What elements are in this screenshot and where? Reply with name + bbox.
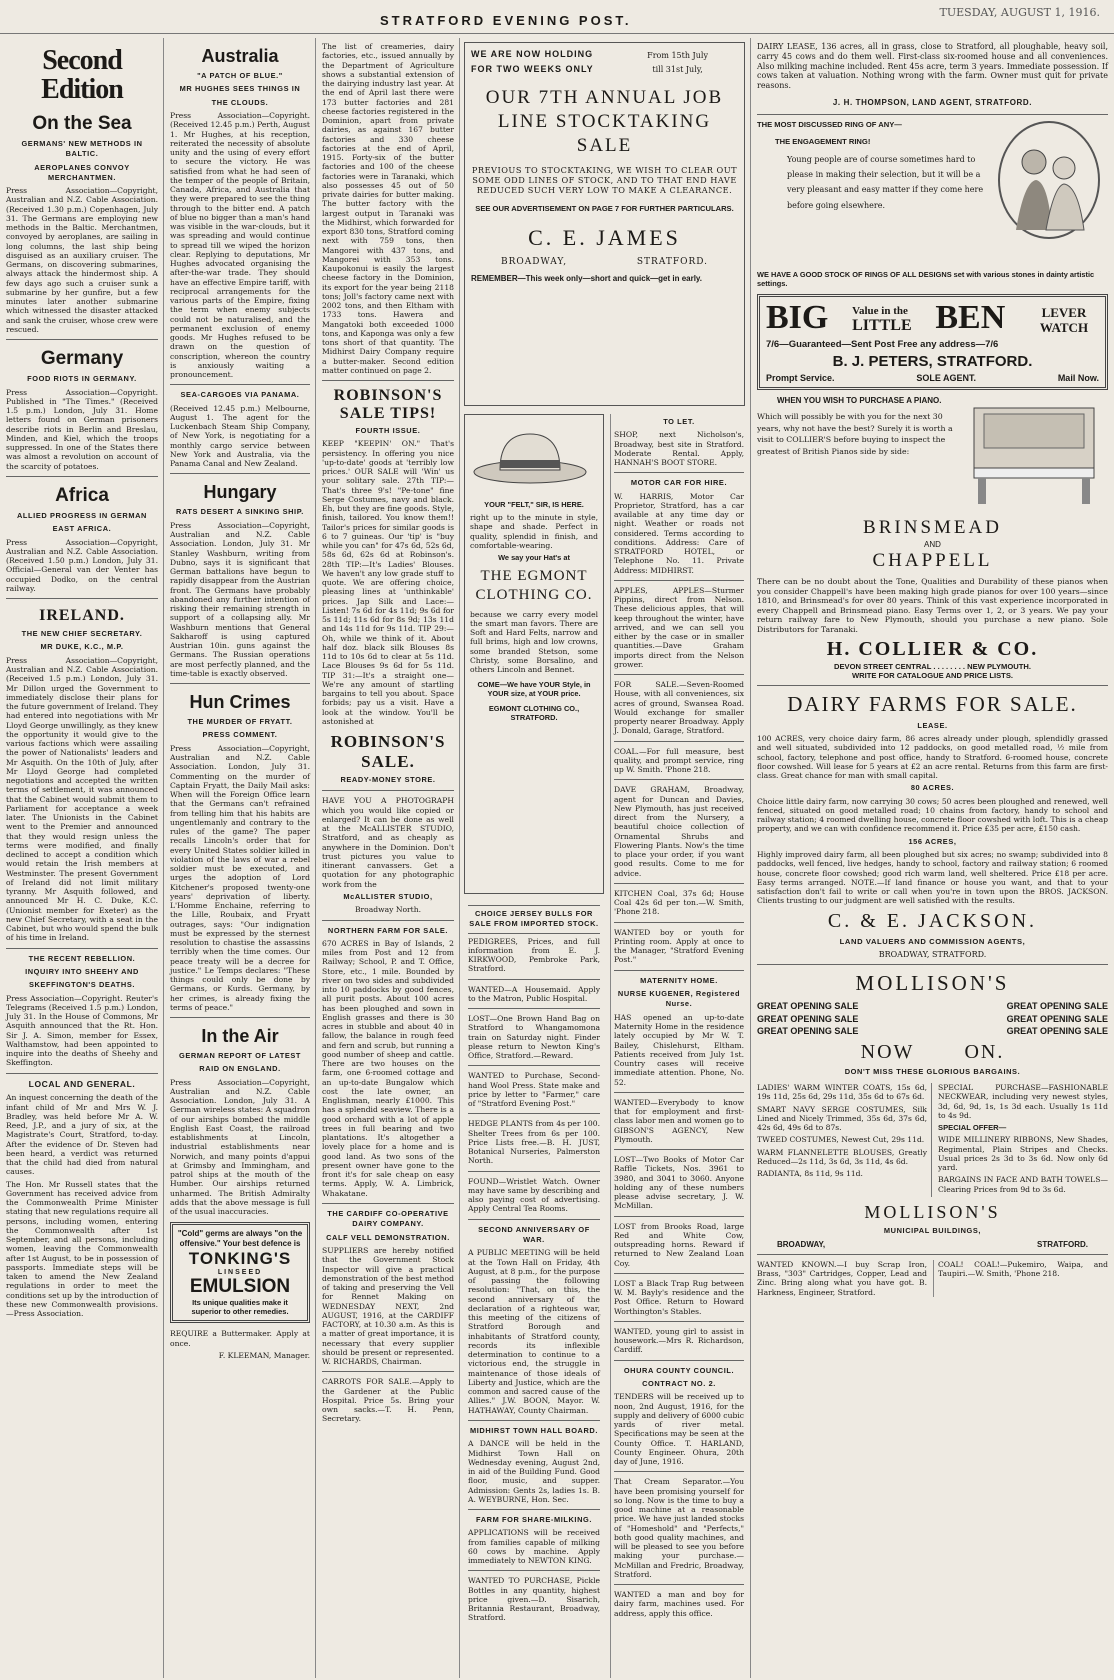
ad-signature: J. H. THOMPSON, LAND AGENT, STRATFORD. xyxy=(832,97,1033,107)
robinsons-heading: ROBINSON'S SALE TIPS! xyxy=(333,387,443,422)
ad-address: BROADWAY, xyxy=(777,1239,826,1249)
ad-text: LINSEED xyxy=(217,1269,263,1277)
classified-text: W. HARRIS, Motor Car Proprietor, Stratford, has a car available at any time day or night. Weather or roads not considered. Terms according to conditions. Address: Care of STRATFORD HOTEL, or Telephone No. 11. Private Address: MIDHIRST. xyxy=(614,491,744,575)
classified-text: A PUBLIC MEETING will be held at the Town Hall on Friday, 4th August, at 8 p.m., for the purpose of passing the following resolution: "That, on this, the second anniversary of the declaration of a righteous war, this meeting of the citizens of Stratford Borough and inhabitants of Stratford county, records its inflexible determination to continue to a victorious end, the struggle in maintenance of those ideals of Liberty and Justice, which are the common and sacred cause of the Allies." J.W. BOON, Mayor. W. HATHAWAY, County Chairman. xyxy=(468,1248,600,1415)
robinsons-sale-heading: ROBINSON'S SALE. xyxy=(330,732,446,772)
classified-text: PEDIGREES, Prices, and full information from E. J. KIRKWOOD, Pembroke Park, Stratford. xyxy=(468,936,600,974)
ad-item: BARGAINS IN FACE AND BATH TOWELS—Clearing Prices from 9d to 3s 6d. xyxy=(938,1175,1108,1194)
subheading: MIDHIRST TOWN HALL BOARD. xyxy=(469,1425,599,1435)
classified-text: WANTED to Purchase, Second-hand Wool Press. State make and price by letter to "Farmer," care of "Stratford Evening Post." xyxy=(468,1071,600,1109)
ad-brand: B. J. PETERS, STRATFORD. xyxy=(832,352,1033,370)
ad-text: PREVIOUS TO STOCKTAKING, WE WISH TO CLEAR OUT SOME ODD LINES OF STOCK, AND TO THAT END HAVE REDUCED SUCH VERY LOW TO MAKE A CLEARANCE. xyxy=(471,165,738,196)
divider xyxy=(468,1065,600,1066)
subheading: INQUIRY INTO SHEEHY AND xyxy=(25,966,139,976)
subheading: RAID ON ENGLAND. xyxy=(199,1064,281,1074)
divider xyxy=(468,979,600,980)
classified-text: That Cream Separator.—You have been promising yourself for so long. Now is the time to buy a good machine at a reasonable price. We have just landed stocks of "Homeshold" and "Perfects," both good quality machines, and will be pleased to see you before making your purchase.—McMillan and Fredric, Broadway, Stratford. xyxy=(614,1477,744,1579)
divider xyxy=(757,114,1108,115)
classified-text: REQUIRE a Buttermaker. Apply at once. xyxy=(170,1329,310,1348)
ad-brand: MOLLISON'S xyxy=(855,971,1010,996)
subheading: TO LET. xyxy=(663,417,695,426)
ad-brand: C. E. JAMES xyxy=(528,224,681,250)
divider xyxy=(757,1254,1108,1255)
divider xyxy=(614,580,744,581)
mollisons-ad xyxy=(757,970,1108,1249)
ad-text: Its unique qualities make it superior to other remedies. xyxy=(191,1298,289,1317)
ad-text: WE HAVE A GOOD STOCK OF RINGS OF ALL DESIGNS set with various stones in dainty artistic settings. xyxy=(757,269,1095,288)
article-text: Press Association—Copyright, Australian and N.Z. Cable Association. (Received 1.30 p.m.) Copenhagen, July 31. The Germans are employing new methods in the Baltic. Merchantmen, convoyed by aeroplanes, are sailing in long columns, the last ship being disguised as an auxiliary cruiser. The Germans, on discovering submarines, always attack the hindermost ship. A few days ago such a cruiser sunk a submarine by her gunfire, but a few minutes later another submarine which witnessed the disaster attacked and sank the cruiser, whose crew were rescued. xyxy=(6,186,158,334)
ad-text: COME—We have YOUR Style, in YOUR size, at YOUR price. xyxy=(477,680,591,699)
divider xyxy=(614,472,744,473)
ad-text: ON. xyxy=(964,1040,1005,1063)
ad-text: 100 ACRES, very choice dairy farm, 86 acres already under plough, splendidly grassed and well situated, subdivided into 12 paddocks, on good metalled road, ½ mile from school, factory, telephone and post office, handy to Stratford. 6-roomed house, concrete floor cowshed. Will lease for 5 years at £2 an acre rental. Returns from this farm are first-class. Great chance for man with small capital. xyxy=(757,734,1108,781)
ad-text: Highly improved dairy farm, all been ploughed but six acres; no swamp; subdivided into 8 paddocks, well fenced, live hedges, handy to school, factory and railway station; 6 roomed house, concrete floor cowshed; good rich warm land, well sheltered. Price £18 per acre. Easy terms arranged. NOTE.—If land finance or house you want, and that to your satisfaction don't fail to write or call when you're in town upon the BROS. JACKSON. Clients trusting to our judgment are well satisfied with the results. xyxy=(757,850,1108,906)
subheading: THE CLOUDS. xyxy=(211,97,269,107)
classified-text: APPLES, APPLES—Sturmer Pippins, direct from Nelson. These delicious apples, that will keep throughout the winter, have arrived, and we can sell you either by the case or in smaller quantities.—Dave Graham imports direct from the Nelson grower. xyxy=(614,585,744,669)
divider xyxy=(614,1584,744,1585)
ad-text: WE ARE NOW HOLDING xyxy=(471,49,594,59)
newspaper-title: STRATFORD EVENING POST. xyxy=(380,13,632,28)
ireland-heading: IRELAND. xyxy=(39,607,125,625)
ad-address: DEVON STREET CENTRAL . . . . . . . . NEW PLYMOUTH. xyxy=(833,662,1032,672)
germany-heading: Germany xyxy=(40,348,124,370)
divider xyxy=(322,1203,454,1204)
ad-headline: THE MOST DISCUSSED RING OF ANY— xyxy=(757,119,902,129)
ad-text: 7/6—Guaranteed—Sent Post Free any address—7/6 xyxy=(766,338,999,350)
divider xyxy=(6,948,158,949)
ad-brand: BRINSMEAD xyxy=(863,516,1002,538)
ad-text: FOR TWO WEEKS ONLY xyxy=(471,64,594,74)
subheading: CHOICE JERSEY BULLS FOR SALE FROM IMPORTED STOCK. xyxy=(468,905,600,934)
subheading: 156 ACRES, xyxy=(908,836,957,846)
ad-text: GREAT OPENING SALE xyxy=(757,1013,859,1024)
ad-brand: BEN xyxy=(935,298,1006,336)
ad-item: LADIES' WARM WINTER COATS, 15s 6d, 19s 11d, 25s 6d, 29s 11d, 35s 6d to 67s 6d. xyxy=(757,1083,927,1102)
column-rule xyxy=(163,38,164,1678)
classified-text: DAIRY LEASE, 136 acres, all in grass, close to Stratford, all ploughable, heavy soil, carry 45 cows and do them well. First-class six-roomed house and all conveniences. Also milking machine included. Rent 45s acre, term 3 years. Immediate possession. If cows taken at valuation. Nothing wrong with the farm. Owner must quit for private reasons. xyxy=(757,42,1108,90)
africa-heading: Africa xyxy=(55,484,109,506)
divider xyxy=(170,384,310,385)
ad-address: STRATFORD. xyxy=(1037,1239,1088,1249)
ad-brand: THE EGMONT CLOTHING CO. xyxy=(475,568,593,603)
ad-item: WARM FLANNELETTE BLOUSES, Greatly Reduced—2s 11d, 3s 6d, 3s 11d, 4s 6d. xyxy=(757,1147,927,1166)
divider xyxy=(170,1017,310,1018)
ad-text: till 31st July, xyxy=(652,64,703,74)
divider xyxy=(6,598,158,599)
ad-text: GREAT OPENING SALE xyxy=(1006,1025,1108,1036)
in-the-air-heading: In the Air xyxy=(201,1026,279,1047)
divider xyxy=(757,685,1108,686)
ad-text: From 15th July xyxy=(647,51,708,60)
ad-text: Which will possibly be with you for the next 30 years, why not have the best? Surely it is worth a visit to COLLIER'S before buying to inspect the greatest of British Pianos side by side: xyxy=(757,411,953,456)
ad-text: There can be no doubt about the Tone, Qualities and Durability of these pianos when you consider Chappell's have been making high grade pianos for over 100 years—since 1810, and Brinsmead's for over 80 years. Think of this vast experience incorporated in every Chappell and Brinsmead piano. Easy Terms over 1, 2, or 3 years. We pay your return railway fare to New Plymouth, should you purchase a new piano. Sole Distributors for Taranaki. xyxy=(757,577,1108,634)
ad-text: LEVER WATCH xyxy=(1039,305,1089,335)
second-edition-heading: Second Edition xyxy=(41,45,123,106)
subheading: FARM FOR SHARE-MILKING. xyxy=(475,1515,593,1525)
ad-brand: H. COLLIER & CO. xyxy=(826,638,1039,661)
tonkings-emulsion-ad xyxy=(170,1222,310,1323)
subheading: THE RECENT REBELLION. xyxy=(28,953,136,963)
subheading: CALF VELL DEMONSTRATION. xyxy=(326,1232,450,1242)
ad-headline: THE ENGAGEMENT RING! xyxy=(775,136,871,146)
sale-headline: OUR 7TH ANNUAL JOB LINE STOCKTAKING SALE xyxy=(485,87,724,156)
ad-text: 670 ACRES in Bay of Islands, 2 miles from Post and 12 from Railway; School, P. and T. Office, Store, etc., 1 mile. Bounded by river on two sides and subdivided into 10 paddocks by good fences, all purit posts. About 100 acres has been ploughed and sown in English grasses and there is 30 acres in stubble and about 40 in fallow, the balance in rough feed and fern and scrub, but running a good number of sheep and cattle. There are two houses on the farm, one 6-roomed cottage and an up-to-date Bungalow which cost the late owner, an Englishman, nearly £1000. This has a splendid seaview. There is a good orchard with a lot of apple trees in full bearing and two plantations. It's altogether a lovely place for a home and is good land. As two sons of the present owner have gone to the front it's for sale cheap on easy terms. Apply, W. A. Limbrick, Whakatane. xyxy=(322,938,454,1198)
column-5 xyxy=(753,42,1112,1678)
divider xyxy=(322,920,454,921)
divider xyxy=(614,1149,744,1150)
subheading: AEROPLANES CONVOY MERCHANTMEN. xyxy=(34,162,130,182)
ad-brand: C. & E. JACKSON. xyxy=(827,909,1038,932)
subheading: OHURA COUNTY COUNCIL. xyxy=(623,1365,735,1375)
divider xyxy=(170,473,310,474)
ad-text: SEE OUR ADVERTISEMENT ON PAGE 7 FOR FURTHER PARTICULARS. xyxy=(475,204,734,214)
subheading: SEA-CARGOES VIA PANAMA. xyxy=(180,390,300,400)
divider xyxy=(322,1371,454,1372)
couple-illustration-icon xyxy=(994,120,1104,250)
masthead xyxy=(0,0,1114,34)
article-text: The list of creameries, dairy factories, etc., issued annually by the Department of Agriculture shows a substantial extension of the dairying industry last year. At the end of April last there were 173 butter factories and 281 cheese factories registered in the Dominion, apart from private dairies, as against 167 butter factories and 330 cheese factories at the end of April, 1915. Forty-six of the butter factories and 100 of the cheese factories were in Taranaki, which also possesses 45 out of 50 private dairies for butter making. The butter factory with the largest output in Taranaki was the Midhirst, which forwarded for export 830 tons, Stratford coming next with 759 tons, then Mangorei with 437 tons, and Mangorei with 353 tons. Kaupokonui is easily the largest cheese factory in the Dominion, its export for the year being 2118 tons; Joll's factory came next with 2002 tons, and then Eltham with 1733 tons. Hawera and Mangatoki both exceeded 1000 tons, and Kaponga was only a few tons short of that quantity. The Midhirst Dairy Company require a butter-maker. Second edition matter continued on page 2. xyxy=(322,42,454,375)
piano-illustration-icon xyxy=(964,400,1104,508)
ad-address: EGMONT CLOTHING CO., STRATFORD. xyxy=(488,704,580,723)
classified-text: CARROTS FOR SALE.—Apply to the Gardener at the Public Hospital. Price 5s. Bring your own sacks.—T. H. Penn, Secretary. xyxy=(322,1377,454,1424)
egmont-clothing-ad xyxy=(464,414,604,894)
classified-text: LOST—One Brown Hand Bag on Stratford to Whangamomona train on Saturday night. Finder please return to Newton King's Office, Stratford.—Reward. xyxy=(468,1014,600,1061)
ad-item: WIDE MILLINERY RIBBONS, New Shades, Regimental, Plain Stripes and Checks. Usual prices 2s 3d to 3s 6d. Now only 6d yard. xyxy=(938,1135,1108,1173)
subheading: SKEFFINGTON'S DEATHS. xyxy=(28,980,136,990)
divider xyxy=(170,683,310,684)
classified-text: COAL.—For full measure, best quality, and prompt service, ring up W. Smith. 'Phone 218. xyxy=(614,746,744,775)
on-the-sea-heading: On the Sea xyxy=(32,112,132,134)
ad-text: NOW xyxy=(860,1040,915,1063)
local-general-heading: LOCAL AND GENERAL. xyxy=(28,1078,136,1089)
column-4 xyxy=(462,42,749,1678)
subheading: SECOND ANNIVERSARY OF WAR. xyxy=(478,1224,590,1245)
issue-date: TUESDAY, AUGUST 1, 1916. xyxy=(939,6,1100,19)
classified-text: WANTED boy or youth for Printing room. Apply at once to the Manager, "Stratford Evening Post." xyxy=(614,927,744,965)
divider xyxy=(614,970,744,971)
big-ben-watch-ad xyxy=(757,294,1108,390)
classified-text: WANTED KNOWN.—I buy Scrap Iron, Brass, "303" Cartridges, Copper, Lead and Zinc. Bring along what you have got. B. Harkness, Engineer, Stratford. xyxy=(757,1259,927,1297)
divider xyxy=(614,1360,744,1361)
divider xyxy=(614,1273,744,1274)
ad-text: GREAT OPENING SALE xyxy=(757,1001,859,1012)
classified-signature: F. KLEEMAN, Manager. xyxy=(218,1350,310,1360)
engagement-ring-ad xyxy=(757,120,1108,270)
article-text: Press Association—Copyright. Published in "The Times." (Received 1.5 p.m.) London, July 31. Home letters found on German prisoners describe riots in Berlin and Breslau, Minden, and Kiel, which the troops suppressed. In one of the States there was almost a revolution on account of the scarcity of potatoes. xyxy=(6,387,158,471)
ad-text: SOLE AGENT. xyxy=(916,372,977,383)
classifieds-right xyxy=(610,414,747,1678)
classified-text: SHOP, next Nicholson's, Broadway, best site in Stratford. Moderate Rental. Apply, HANNAH'S BOOT STORE. xyxy=(614,430,744,468)
ad-text: KEEP "KEEPIN' ON." That's persistency. In offering you nice 'up-to-date' goods at 'terribly low prices.' OUR SALE will 'Win' us your solitary sale. 27th TIP:—That's three 9's! "Pe-tone" fine Serge Costumes, navy and black. Eh, but they are fine goods. Style, finish, tailored. You know them!! Tailor's prices for similar goods is 6 to 7 guineas. Our 'tip' is "buy while you can" for 47s 6d, 52s 6d, 58s 6d, 62s 6d at Robinson's. 28th TIP:—It's Ladies' Blouses. We haven't any low grade stuff to quote. We are offering choice, pleasing lines at 'unthinkable' prices. Jap Silk and Lace:—Listen! 7s 6d for 4s 11d; 9s 6d for 5s 11d; 11s 6d for 8s 9d; 13s 11d and 14s 11d for 9s 11d. TIP 29:—Oh, while we think of it. About half doz. black silk Blouses 8s 11d to 10s 6d to clear at 5s 11d. Lace Blouses 9s 6d for 5s 11d. TIP 31:—It's a straight one—We're any amount of startling bargains to tell you about. Space forbids; pay us a visit. Have a look at the window. You'll be astonished at xyxy=(322,439,454,726)
australia-heading: Australia xyxy=(201,46,279,66)
ad-address: MUNICIPAL BUILDINGS, xyxy=(883,1226,982,1236)
ad-text: right up to the minute in style, shape and shade. Perfect in quality, splendid in finish, and comfortable-wearing. xyxy=(470,513,598,550)
article-text: Press Association—Copyright, Australian and N.Z. Cable Association. London, July 31. A German wireless states: A squadron of our airships bombed the middle English East Coast, the railroad establishments at Lincoln, industrial establishments near Norwich, and many points d'appui at Grimsby and Immingham, and patrol ships at the mouth of the Humber. Our airships returned unharmed. The British Admiralty adds that the above message is full of the usual inaccuracies. xyxy=(170,1077,310,1217)
article-text: (Received 12.45 p.m.) Melbourne, August 1. The agent for the Luckenbach Steam Ship Company, of New York, is negotiating for a monthly cargo service between New York and Australia, via the Panama Canal and New Zealand. xyxy=(170,403,310,469)
ad-item: SPECIAL PURCHASE—FASHIONABLE NECKWEAR, including very newest styles, 3d, 6d, 9d, 1s, 1s 3d each. Usually 1s 11d to 4s 9d. xyxy=(938,1083,1108,1120)
ad-text: Value in the xyxy=(852,305,908,318)
ad-address: BROADWAY, xyxy=(501,257,568,268)
divider xyxy=(614,1471,744,1472)
classified-text: WANTED TO PURCHASE, Pickle Bottles in any quantity, highest price given.—D. Sisarich, Britannia Restaurant, Broadway, Stratford. xyxy=(468,1576,600,1623)
classified-text: A DANCE will be held in the Midhirst Town Hall on Wednesday evening, August 2nd, in aid of the Building Fund. Good floor, music, and supper. Admission: Gents 2s, ladies 1s. B. A. WEYBURNE, Hon. Sec. xyxy=(468,1439,600,1504)
subheading: MOTOR CAR FOR HIRE. xyxy=(630,478,728,488)
divider xyxy=(468,1420,600,1421)
subheading: MATERNITY HOME. xyxy=(640,975,718,985)
subheading: CONTRACT NO. 2. xyxy=(642,1378,716,1388)
ad-text: GREAT OPENING SALE xyxy=(1006,1001,1108,1012)
felt-hat-icon xyxy=(470,426,590,486)
column-3 xyxy=(318,42,458,1678)
divider xyxy=(614,1321,744,1322)
article-text: An inquest concerning the death of the infant child of Mr and Mrs W. J. Bradley, was held before Mr A. W. Reed, J.P., and a jury of six, at the Magistrate's Court, Stratford, to-day. After the evidence of Dr. Steven had been heard, a verdict was returned that the child had died from natural causes. xyxy=(6,1093,158,1177)
ad-text: because we carry every model the smart man favors. There are Soft and Hard Felts, narrow and full brims, high and low crowns, some branded Stetson, some Christy, some Borsalino, and others Lincoln and Bennet. xyxy=(470,609,598,674)
ad-text: GREAT OPENING SALE xyxy=(757,1025,859,1036)
classified-text: HEDGE PLANTS from 4s per 100. Shelter Trees from 6s per 100. Price Lists free.—B. H. JUST, Botanical Nurseries, Palmerston North. xyxy=(468,1119,600,1166)
subheading: THE NEW CHIEF SECRETARY. xyxy=(21,629,143,639)
ad-item: SMART NAVY SERGE COSTUMES, Silk Lined and Nicely Trimmed, 35s 6d, 37s 6d, 42s 6d, 49s 6d to 87s. xyxy=(757,1104,927,1133)
ad-headline: YOUR "FELT," SIR, IS HERE. xyxy=(484,500,584,509)
piano-ad xyxy=(757,396,1108,516)
classified-text: COAL! COAL!—Pukemiro, Waipa, and Taupiri.—W. Smith, 'Phone 218. xyxy=(933,1260,1108,1297)
ad-item: TWEED COSTUMES, Newest Cut, 29s 11d. xyxy=(757,1135,925,1145)
classified-text: HAS opened an up-to-date Maternity Home in the residence lately occupied by Mr W. T. Bailey, Chislehurst, Eltham. Patients received from July 1st. Country cases will receive immediate attention. Phone, No. 52. xyxy=(614,1012,744,1087)
classified-text: DAVE GRAHAM, Broadway, agent for Duncan and Davies, New Plymouth, has just received direct from the Nursery, a beautiful choice collection of Ornamental Shrubs and Flowering Plants. Now's the time to place your order, if you want good results. Come to me for advice. xyxy=(614,785,744,878)
stocktaking-sale-ad xyxy=(464,42,745,406)
ad-text: We say your Hat's at xyxy=(498,553,570,562)
subheading: FOOD RIOTS IN GERMANY. xyxy=(27,374,137,384)
subheading: THE MURDER OF FRYATT. xyxy=(187,717,293,727)
ad-text: Young people are of course sometimes hard to please in making their selection, but it will be a very pleasant and easy matter if they come here before going elsewhere. xyxy=(787,154,984,210)
classified-text: FOR SALE.—Seven-Roomed House, with all conveniences, six acres of ground, Swansea Road. Would exchange for smaller property nearer Broadway. Apply J. Donald, Garage, Stratford. xyxy=(614,680,744,736)
dairy-farms-heading: DAIRY FARMS FOR SALE. xyxy=(787,692,1078,717)
ad-address: BROADWAY, STRATFORD. xyxy=(878,950,987,960)
divider xyxy=(468,1570,600,1571)
subheading: FOURTH ISSUE. xyxy=(355,426,421,435)
classified-text: LOST a Black Trap Rug between W. M. Bayly's residence and the Post Office. Return to Howard Worthington's Stables. xyxy=(614,1278,744,1316)
divider xyxy=(614,1092,744,1093)
ad-brand: MOLLISON'S xyxy=(864,1201,1001,1222)
subheading: LEASE. xyxy=(917,720,948,730)
column-2 xyxy=(166,42,314,1678)
divider xyxy=(322,790,454,791)
classified-text: LOST—Two Books of Motor Car Raffle Tickets, Nos. 3961 to 3980, and 3041 to 3060. Anyone holding any of these numbers please advise secretary, J. W. McMillan. xyxy=(614,1155,744,1211)
divider xyxy=(6,339,158,340)
subheading: PRESS COMMENT. xyxy=(202,730,278,740)
subheading: "A PATCH OF BLUE." xyxy=(197,71,283,80)
divider xyxy=(614,779,744,780)
divider xyxy=(322,380,454,381)
ad-text: Choice little dairy farm, now carrying 30 cows; 50 acres been ploughed and renewed, well fenced, situated on good metalled road; 10 chains from factory, handy to school and railway station; 4 roomed dwelling house, concrete floor cowshed with loft. This is a cheap property, and we can with confidence recommend it. Price £35 per acre, £150 cash. xyxy=(757,796,1108,834)
column-rule xyxy=(750,38,751,1678)
ad-brand: TONKING'S xyxy=(188,1249,292,1269)
column-rule xyxy=(459,38,460,1678)
ad-brand: EMULSION xyxy=(189,1276,291,1298)
ad-text: SUPPLIERS are hereby notified that the Government Stock Inspector will give a practical demonstration of the best method of taking and preserving the Vell for Rennet Making on WEDNESDAY NEXT, 2nd AUGUST, 1916, at the CARDIFF FACTORY, at 10.30 a.m. As this is a matter of great importance, it is necessary that every supplier should be present or represented. W. RICHARDS, Chairman. xyxy=(322,1246,454,1367)
classified-text: APPLICATIONS will be received from families capable of milking 60 cows by machine. Apply immediately to NEWTON KING. xyxy=(468,1528,600,1566)
subheading: EAST AFRICA. xyxy=(52,524,112,534)
column-1 xyxy=(2,42,162,1678)
ad-text: LAND VALUERS AND COMMISSION AGENTS, xyxy=(839,936,1026,946)
ad-text: AND xyxy=(924,539,941,549)
subheading: MR DUKE, K.C., M.P. xyxy=(40,642,124,652)
divider xyxy=(614,922,744,923)
subheading: READY-MONEY STORE. xyxy=(340,775,436,785)
subheading: THE CARDIFF CO-OPERATIVE DAIRY COMPANY. xyxy=(327,1208,449,1229)
classified-text: FOUND—Wristlet Watch. Owner may have same by describing and also paying cost of advertising. Apply Central Tea Rooms. xyxy=(468,1176,600,1214)
subheading: RATS DESERT A SINKING SHIP. xyxy=(176,507,304,517)
classified-text: KITCHEN Coal, 37s 6d; House Coal 42s 6d per ton.—W. Smith, 'Phone 218. xyxy=(614,888,744,917)
divider xyxy=(468,1008,600,1009)
divider xyxy=(614,1216,744,1217)
ad-item: SPECIAL OFFER— xyxy=(938,1123,1007,1133)
subheading: MR HUGHES SEES THINGS IN xyxy=(179,84,301,94)
ad-brand: BIG xyxy=(766,298,829,336)
ad-text: HAVE YOU A PHOTOGRAPH which you would like copied or enlarged? It can be done as well at the McALLISTER STUDIO, Stratford, and as cheaply as anywhere in the Dominion. Don't trust pictures you value to itinerant canvassers. Get a quotation for any photographic work from the xyxy=(322,796,454,889)
hungary-heading: Hungary xyxy=(203,482,277,503)
ad-text: Mail Now. xyxy=(1057,372,1099,383)
ad-text: WRITE FOR CATALOGUE AND PRICE LISTS. xyxy=(851,671,1013,681)
article-text: Press Association—Copyright, Australian and N.Z. Cable Association. (Received 1.5 p.m.) London, July 31. Mr Dillon urged the Government to immediately disclose their plans for the future government of Ireland. They had entered into negotiations with Mr Lloyd George unwillingly, as they knew the opportunity it would give to the various factions which were assailing the power of Nationalists' leaders and Mr Asquith. On the 10th of July, after Mr Lloyd George had completed negotiations and accepted the written terms of settlement, it was announced that the Cabinet would submit them to Parliament for acceptance a week later. The Unionists in the Cabinet went to the Premier and announced that they would resign unless the terms were modified, and finally declined to accept a condition which would retain the Irish members at Westminster. The present Government of Ireland did not limit military tyranny. Mr Asquith followed, and announced Mr H. C. Duke, K.C. (Unionist member for Exeter) as the new Chief Secretary, with a seat in the Cabinet, but who would spend the bulk of his time in Ireland. xyxy=(6,655,158,943)
divider xyxy=(614,883,744,884)
article-text: The Hon. Mr Russell states that the Government has received advice from the Commonwealth Prime Minister stating that new regulations require all persons, including women, entering the Commonwealth after 1st September, and all persons, including women, leaving the Commonwealth after 1st August, to be in possession of passports. Immediate steps will be taken to amend the New Zealand regulations in order to meet the conditions set up by the introduction of these new Commonwealth provisions.—Press Association. xyxy=(6,1179,159,1319)
ad-name: McALLISTER STUDIO, xyxy=(343,891,433,901)
classified-text: WANTED a man and boy for dairy farm, machines used. For address, apply this office. xyxy=(614,1590,744,1618)
divider xyxy=(468,1219,600,1220)
article-text: Press Association—Copyright, Australian and N.Z. Cable Association. London, July 31. Mr Stanley Washburn, writing from Dubno, says it is significant that German battalions have begun to rapidly disappear from the Austrian front. The Germans have probably abandoned any further intention of risking their remaining strength in support of a collapsing ally. Mr Washburn mentions that General Sakharoff is using captured Austrian 10in. guns against the Germans. The Russian operations are most perfectly planned, and the time-table is exactly observed. xyxy=(170,520,310,678)
classified-text: TENDERS will be received up to noon, 2nd August, 1916, for the supply and delivery of 6000 cubic yards of river metal. Specifications may be seen at the County Office. T. HARLAND, County Engineer. Ohura, 20th day of June, 1916. xyxy=(614,1392,744,1467)
ad-text: "Cold" germs are always "on the offensive." Your best defence is xyxy=(177,1229,303,1249)
ad-text: REMEMBER—This week only—short and quick—get in early. xyxy=(471,274,703,284)
subheading: 80 ACRES. xyxy=(910,783,955,793)
ad-brand: CHAPPELL xyxy=(872,549,993,571)
subheading: GERMAN REPORT OF LATEST xyxy=(178,1051,302,1061)
divider xyxy=(614,674,744,675)
divider xyxy=(757,964,1108,965)
subheading: NORTHERN FARM FOR SALE. xyxy=(327,925,449,935)
divider xyxy=(468,1113,600,1114)
divider xyxy=(6,476,158,477)
ad-address: Broadway North. xyxy=(354,905,422,915)
classified-text: LOST from Brooks Road, large Red and White Cow, outspreading horns. Reward if returned to New Zealand Loan Coy. xyxy=(614,1221,744,1268)
classifieds-left xyxy=(464,902,604,1678)
ad-address: STRATFORD. xyxy=(636,257,708,268)
article-text: Press Association—Copyright. Reuter's Telegrams (Received 1.5 p.m.) London, July 31. In the House of Commons, Mr Asquith announced that the Rt. Hon. Sir J. A. Simon, member for Essex, Walthamstow, had been appointed to inquire into the deaths of Sheehy and Skeffington. xyxy=(6,993,158,1068)
article-text: Press Association—Copyright, Australian and N.Z. Cable Association. (Received 1.50 p.m.) London, July 31. Official—General van der Venter has occupied Dodko, on the central railway. xyxy=(6,537,158,593)
ad-text: GREAT OPENING SALE xyxy=(1006,1013,1108,1024)
classified-text: WANTED, young girl to assist in housework.—Mrs R. Richardson, Cardiff. xyxy=(614,1326,744,1355)
article-text: Press Association—Copyright. (Received 12.45 p.m.) Perth, August 1. Mr Hughes, at his reception, reiterated the necessity of absolute unity and the using of every effort to secure the victory. He was satisfied from what he had seen of the temper of the people of Britain, Canada, Africa, and Australia that they were prepared to see the thing through to the bitter end. A patch of blue no bigger than a man's hand was visible in the war-clouds, but it was spreading and would continue to spread till we wiped the horizon clear. Replying to deputations, Mr Hughes advocated organising the after-the-war trade. They should have an effective Empire tariff, with reciprocal arrangements for the various parts of the Empire, fixing the term when enemy subjects could not be naturalised, and the permanent exclusion of enemy goods. Mr Hughes refused to be drawn on the question of conscription, whereon the country is anxiously waiting a pronouncement. xyxy=(170,111,310,380)
ad-text: Prompt Service. xyxy=(766,372,835,383)
ad-item: RADIANTA, 8s 11d, 9s 11d. xyxy=(757,1169,863,1179)
divider xyxy=(468,1509,600,1510)
article-text: Press Association—Copyright, Australian and N.Z. Cable Association. London, July 31. Commenting on the murder of Captain Fryatt, the Daily Mail asks: When will the Foreign Office learn that the Germans can't refrained from telling him that his habits are ungentlemanly and contrary to the rules of the game? The paper recalls Lincoln's order that for every United States soldier killed in violation of the laws of war a rebel soldier must be executed, and urges the adoption of Lord Kitchener's proposed twenty-one years' deprivation of liberty. L'Homme Enchaine, referring to the Lille, Roubaix, and Fryatt outrages, says: "Our indignation must be expressed by the sternest resolution to chastise the assassins terribly when the time comes. Our peace treaty will be a decree for justice." Le Temps declares: "These things could only be done by Germans, or Kurds. Germany, by her crimes, is already fixing the terms of peace." xyxy=(170,743,310,1012)
classified-text: WANTED—Everybody to know that for employment and first-class labor men and women go to GIBSON'S AGENCY, New Plymouth. xyxy=(614,1097,744,1144)
hun-crimes-heading: Hun Crimes xyxy=(189,692,291,713)
divider xyxy=(468,1171,600,1172)
subheading: GERMANS' NEW METHODS IN BALTIC. xyxy=(21,138,143,159)
subheading: NURSE KUGENER, Registered Nurse. xyxy=(617,989,741,1009)
classified-text: WANTED—A Housemaid. Apply to the Matron, Public Hospital. xyxy=(468,984,600,1003)
column-rule xyxy=(315,38,316,1678)
ad-headline: WHEN YOU WISH TO PURCHASE A PIANO. xyxy=(777,395,942,405)
subheading: ALLIED PROGRESS IN GERMAN xyxy=(17,510,147,520)
divider xyxy=(6,1073,158,1074)
ad-text: LITTLE xyxy=(852,317,912,335)
divider xyxy=(614,741,744,742)
ad-text: DON'T MISS THESE GLORIOUS BARGAINS. xyxy=(844,1066,1021,1076)
